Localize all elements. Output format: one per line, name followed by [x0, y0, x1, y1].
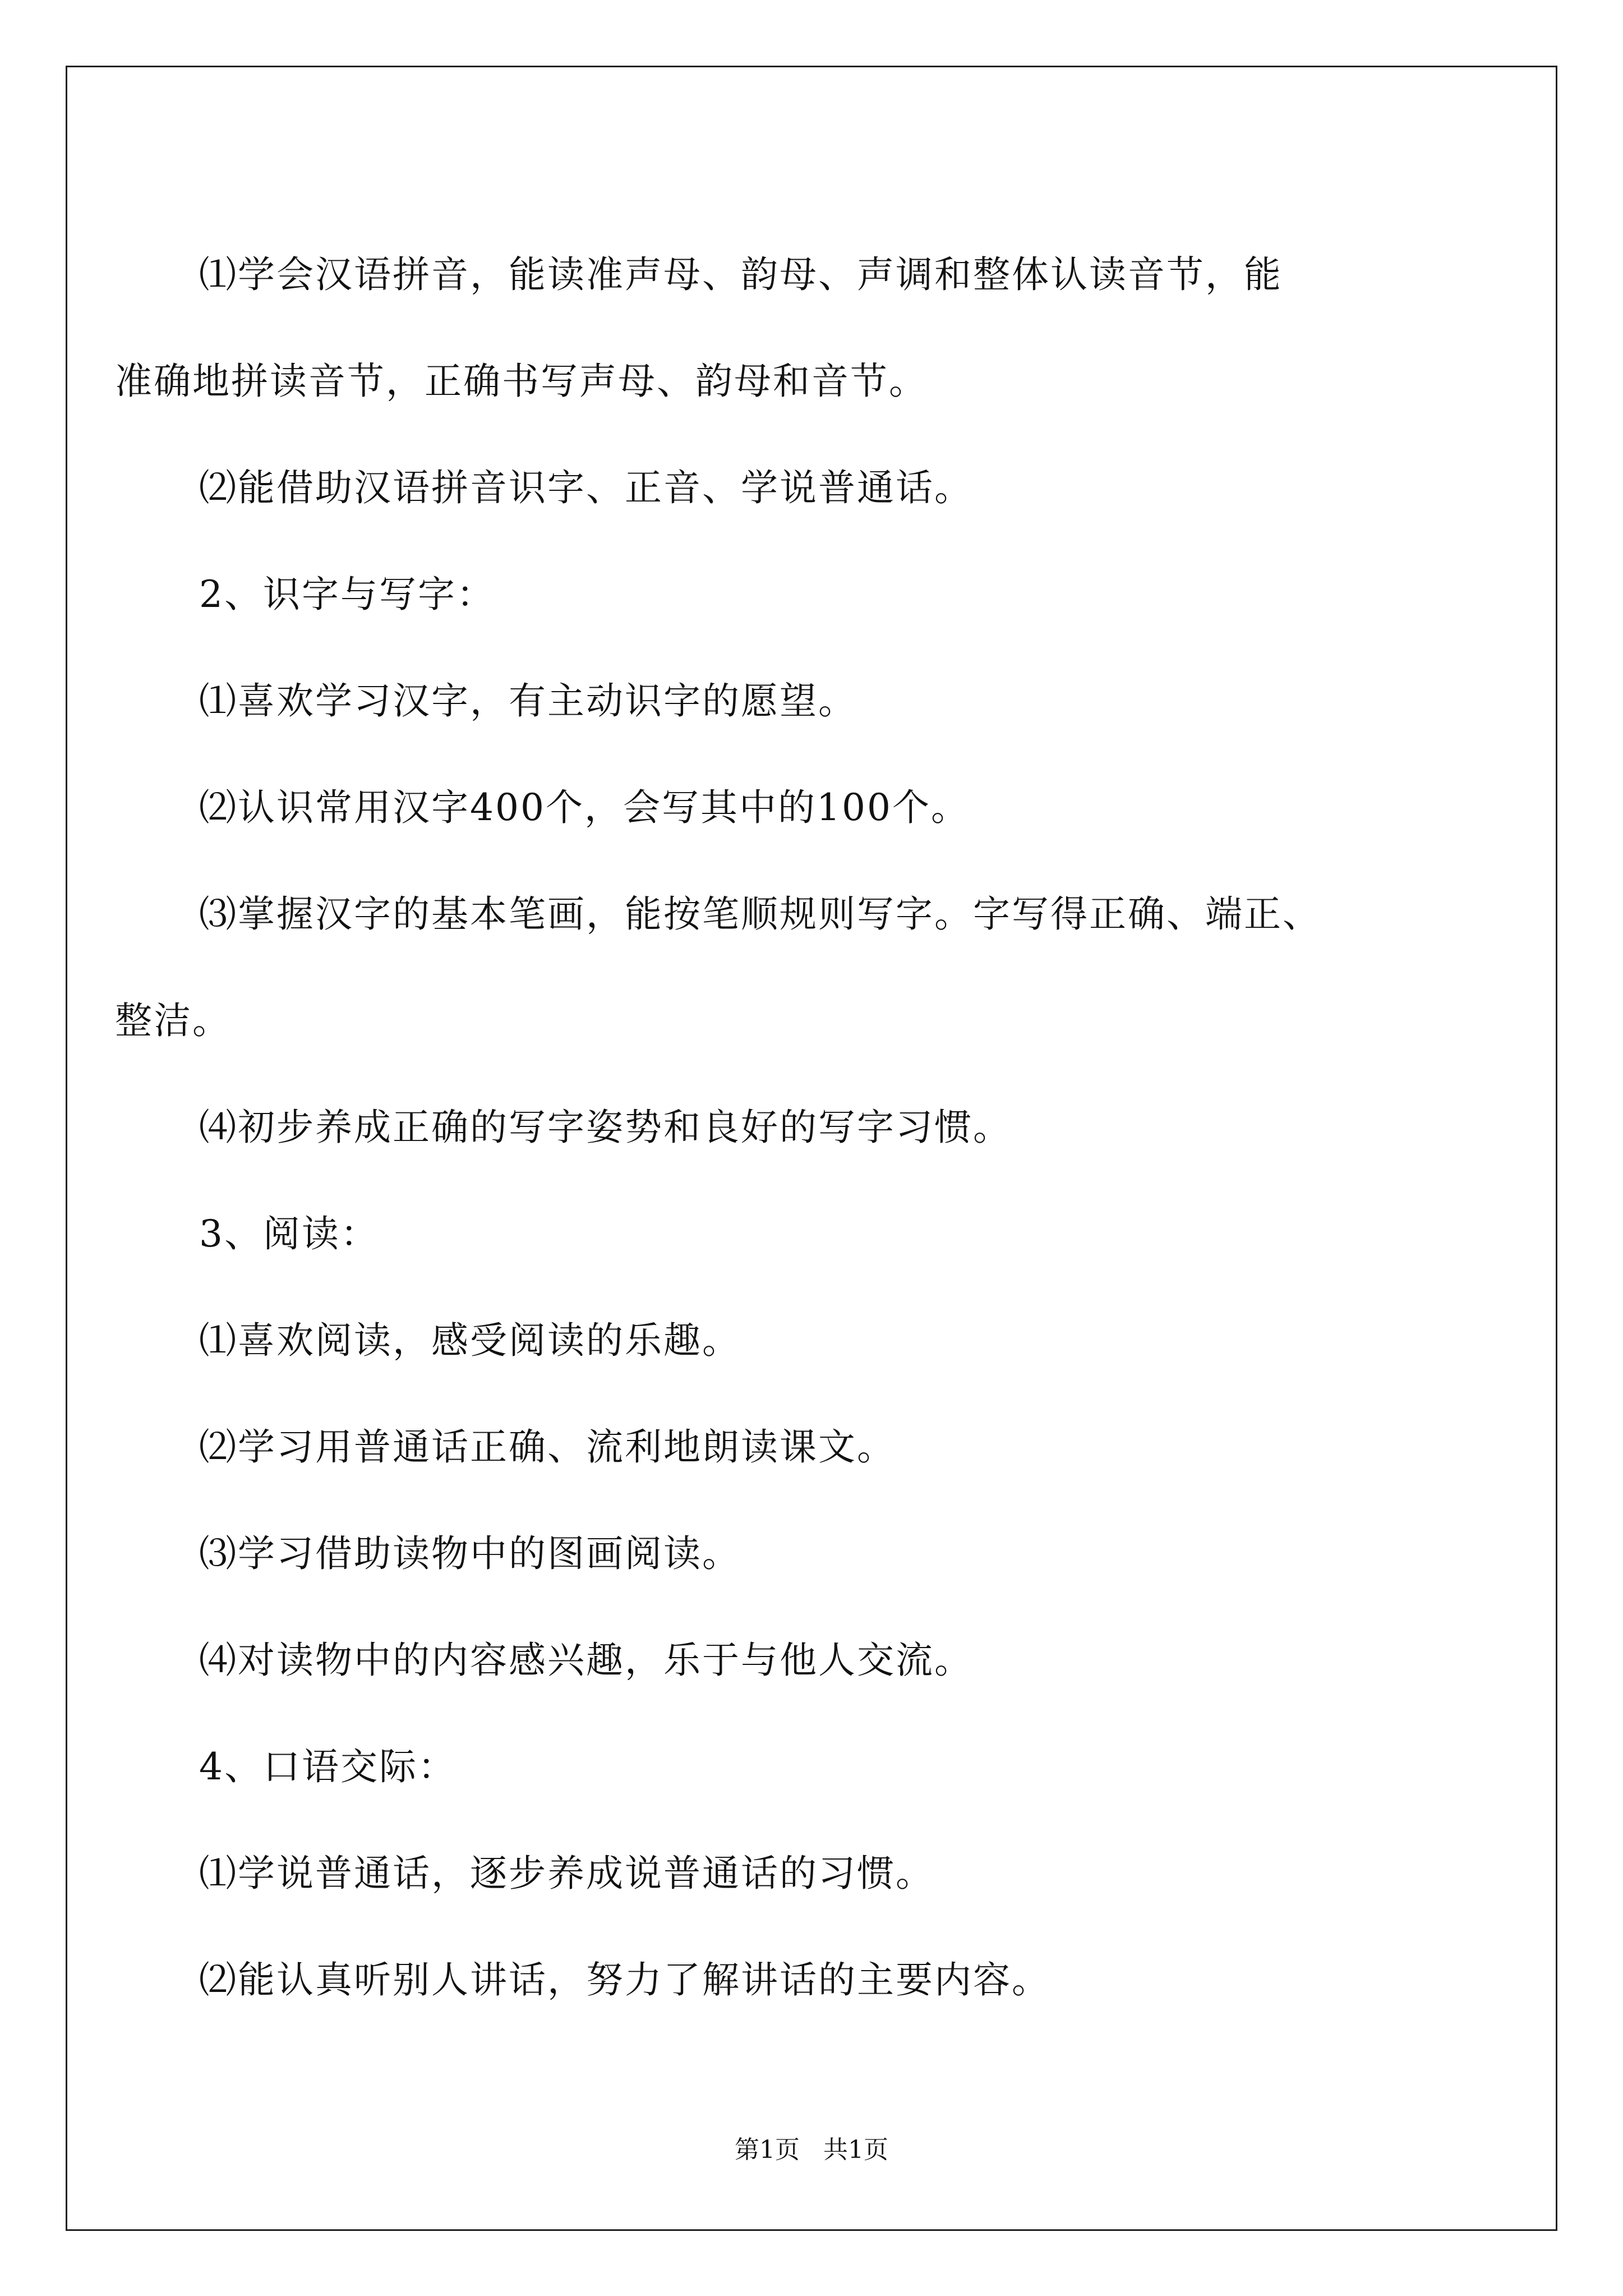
page-footer — [0, 2133, 1623, 2167]
paragraph-line: ⑵能认真听别人讲话，努力了解讲话的主要内容。 — [199, 1958, 1050, 2001]
paragraph-literacy-1 — [199, 648, 1489, 754]
section-heading-reading — [199, 1181, 1489, 1287]
paragraph-line: 准确地拼读音节，正确书写声母、韵母和音节。 — [115, 360, 928, 403]
paragraph-pinyin-2 — [199, 435, 1489, 541]
paragraph-line: ⑴学会汉语拼音，能读准声母、韵母、声调和整体认读音节，能 — [199, 253, 1283, 296]
paragraph-line: 2、识字与写字： — [199, 573, 495, 616]
paragraph-pinyin-1 — [115, 222, 1489, 435]
paragraph-line: 3、阅读： — [199, 1212, 379, 1255]
paragraph-line: ⑴学说普通话，逐步养成说普通话的习惯。 — [199, 1852, 934, 1895]
section-heading-literacy — [199, 541, 1489, 648]
paragraph-line: ⑷对读物中的内容感兴趣，乐于与他人交流。 — [199, 1639, 973, 1682]
paragraph-literacy-3 — [115, 861, 1489, 1074]
paragraph-reading-1 — [199, 1287, 1489, 1394]
paragraph-reading-4 — [199, 1607, 1489, 1714]
paragraph-line: ⑵认识常用汉字400个，会写其中的100个。 — [199, 786, 970, 829]
paragraph-line: ⑴喜欢阅读，感受阅读的乐趣。 — [199, 1319, 741, 1362]
paragraph-oral-2 — [199, 1927, 1489, 2033]
paragraph-line: ⑵能借助汉语拼音识字、正音、学说普通话。 — [199, 466, 973, 509]
paragraph-literacy-4 — [199, 1074, 1489, 1181]
paragraph-line: 4、口语交际： — [199, 1745, 457, 1788]
paragraph-line: 整洁。 — [115, 999, 231, 1042]
paragraph-line: ⑶学习借助读物中的图画阅读。 — [199, 1532, 741, 1575]
page-number: 第1页 — [735, 2136, 800, 2164]
document-body — [115, 222, 1489, 2033]
paragraph-line: ⑶掌握汉字的基本笔画，能按笔顺规则写字。字写得正确、端正、 — [199, 892, 1321, 936]
paragraph-reading-3 — [199, 1501, 1489, 1607]
page-total: 共1页 — [823, 2136, 888, 2164]
paragraph-line: ⑷初步养成正确的写字姿势和良好的写字习惯。 — [199, 1106, 1012, 1149]
paragraph-oral-1 — [199, 1820, 1489, 1927]
paragraph-line: ⑵学习用普通话正确、流利地朗读课文。 — [199, 1425, 896, 1469]
section-heading-oral — [199, 1714, 1489, 1820]
paragraph-reading-2 — [199, 1394, 1489, 1501]
paragraph-literacy-2 — [199, 754, 1489, 861]
paragraph-line: ⑴喜欢学习汉字，有主动识字的愿望。 — [199, 679, 857, 723]
